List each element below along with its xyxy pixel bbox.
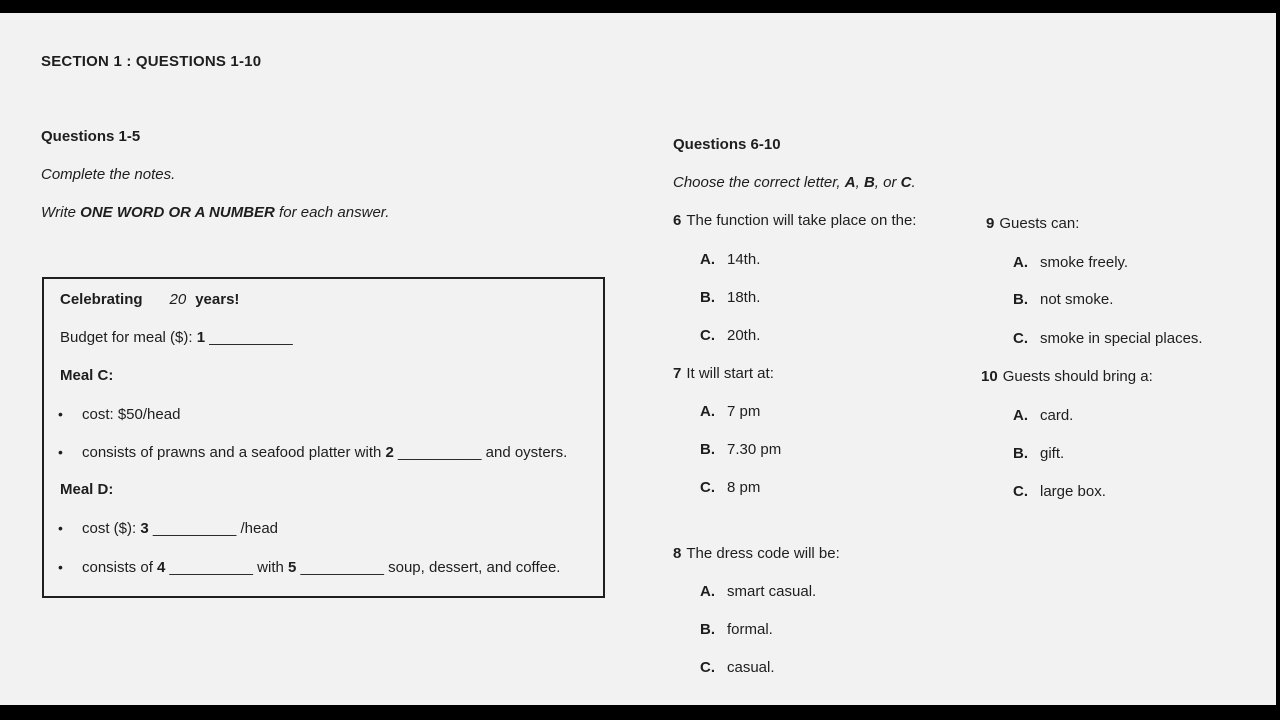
meal-c-heading: Meal C: <box>60 367 114 384</box>
meal-c-consists-post: and oysters. <box>481 444 568 461</box>
instruction-sep2: , or <box>874 174 901 191</box>
option-letter: B. <box>1013 445 1028 462</box>
complete-notes-instruction: Complete the notes. <box>41 166 176 183</box>
question-9-option-c <box>1013 329 1203 349</box>
option-text: 14th. <box>727 251 761 268</box>
option-text: smart casual. <box>727 583 817 600</box>
question-number: 7 <box>673 365 682 382</box>
notes-box-title <box>60 290 239 310</box>
answer-number-1: 1 <box>196 329 206 346</box>
word-limit-instruction <box>41 203 389 223</box>
bullet-icon: • <box>58 559 63 575</box>
meal-c-cost-text: cost: $50/head <box>82 406 181 423</box>
meal-d-cost-post: /head <box>236 520 279 537</box>
question-text: Guests can: <box>999 215 1080 232</box>
option-text: smoke freely. <box>1040 254 1129 271</box>
meal-d-consists-pre: consists of <box>82 559 158 576</box>
option-text: 8 pm <box>727 479 761 496</box>
option-letter: B. <box>700 441 715 458</box>
word-limit-pre: Write <box>41 204 81 221</box>
option-letter: A. <box>700 403 715 420</box>
option-text: gift. <box>1040 445 1065 462</box>
question-9-option-b <box>1013 290 1113 310</box>
bullet-icon: • <box>58 406 63 422</box>
option-letter: A. <box>1013 254 1028 271</box>
section-title: SECTION 1 : QUESTIONS 1-10 <box>41 53 262 70</box>
answer-blank-1: __________ <box>209 329 293 346</box>
bullet-icon: • <box>58 444 63 460</box>
question-number: 8 <box>673 545 682 562</box>
question-6-stem <box>673 211 916 231</box>
question-7-option-c <box>700 478 760 498</box>
option-letter: B. <box>1013 291 1028 308</box>
question-number: 6 <box>673 212 682 229</box>
question-9-stem <box>986 214 1079 234</box>
option-letter: C. <box>700 659 715 676</box>
question-9-option-a <box>1013 253 1128 273</box>
word-limit-emph: ONE WORD OR A NUMBER <box>80 204 275 221</box>
meal-c-bullet-1 <box>58 404 180 425</box>
question-number: 10 <box>981 368 998 385</box>
word-limit-post: for each answer. <box>274 204 390 221</box>
question-7-option-a <box>700 402 760 422</box>
question-8-option-b <box>700 620 773 640</box>
question-7-stem <box>673 364 774 384</box>
question-text: The dress code will be: <box>686 545 840 562</box>
questions-6-10-heading: Questions 6-10 <box>673 136 781 153</box>
title-lead: Celebrating <box>60 291 143 308</box>
questions-1-5-heading: Questions 1-5 <box>41 128 141 145</box>
question-text: It will start at: <box>686 365 774 382</box>
option-text: formal. <box>727 621 773 638</box>
option-letter: C. <box>700 479 715 496</box>
notes-box <box>42 277 605 598</box>
letter-b-emph: B <box>863 174 875 191</box>
answer-blank-4: __________ <box>169 559 253 576</box>
meal-d-consists-post: soup, dessert, and coffee. <box>383 559 561 576</box>
option-letter: A. <box>700 251 715 268</box>
option-text: 7.30 pm <box>727 441 782 458</box>
meal-d-heading: Meal D: <box>60 481 114 498</box>
answer-number-5: 5 <box>288 559 297 576</box>
option-letter: A. <box>1013 407 1028 424</box>
option-text: 20th. <box>727 327 761 344</box>
letter-c-emph: C <box>900 174 912 191</box>
option-text: large box. <box>1040 483 1106 500</box>
option-text: card. <box>1040 407 1074 424</box>
question-6-option-a <box>700 250 760 270</box>
question-8-stem <box>673 544 840 564</box>
answer-number-3: 3 <box>140 520 149 537</box>
option-text: not smoke. <box>1040 291 1114 308</box>
meal-d-bullet-1 <box>58 518 278 539</box>
question-8-option-c <box>700 658 775 678</box>
option-text: 7 pm <box>727 403 761 420</box>
meal-d-cost-pre: cost ($): <box>82 520 141 537</box>
letter-a-emph: A <box>844 174 856 191</box>
answer-blank-3: __________ <box>152 520 237 537</box>
option-letter: C. <box>1013 483 1028 500</box>
question-6-option-c <box>700 326 760 346</box>
question-8-option-a <box>700 582 816 602</box>
budget-label: Budget for meal ($): <box>60 329 197 346</box>
bullet-icon: • <box>58 520 63 536</box>
option-letter: A. <box>700 583 715 600</box>
answer-blank-5: __________ <box>300 559 384 576</box>
answer-number-4: 4 <box>157 559 166 576</box>
meal-d-bullet-2 <box>58 557 560 578</box>
question-number: 9 <box>986 215 995 232</box>
meal-d-consists-mid: with <box>252 559 288 576</box>
option-text: casual. <box>727 659 775 676</box>
option-text: 18th. <box>727 289 761 306</box>
question-10-option-b <box>1013 444 1064 464</box>
budget-line <box>60 328 293 348</box>
question-7-option-b <box>700 440 781 460</box>
question-10-option-a <box>1013 406 1073 426</box>
example-answer: 20 <box>169 291 187 308</box>
instruction-pre: Choose the correct letter, <box>673 174 845 191</box>
question-text: The function will take place on the: <box>686 212 917 229</box>
question-text: Guests should bring a: <box>1002 368 1153 385</box>
option-letter: B. <box>700 621 715 638</box>
question-10-stem <box>981 367 1153 387</box>
instruction-end: . <box>911 174 916 191</box>
option-letter: C. <box>700 327 715 344</box>
choose-letter-instruction <box>673 173 916 193</box>
instruction-sep1: , <box>855 174 864 191</box>
answer-blank-2: __________ <box>398 444 482 461</box>
meal-c-bullet-2 <box>58 442 567 463</box>
option-text: smoke in special places. <box>1040 330 1203 347</box>
option-letter: B. <box>700 289 715 306</box>
test-paper-page <box>0 13 1276 705</box>
option-letter: C. <box>1013 330 1028 347</box>
title-tail: years! <box>195 291 240 308</box>
meal-c-consists-pre: consists of prawns and a seafood platter with <box>82 444 386 461</box>
question-10-option-c <box>1013 482 1106 502</box>
answer-number-2: 2 <box>385 444 394 461</box>
question-6-option-b <box>700 288 760 308</box>
